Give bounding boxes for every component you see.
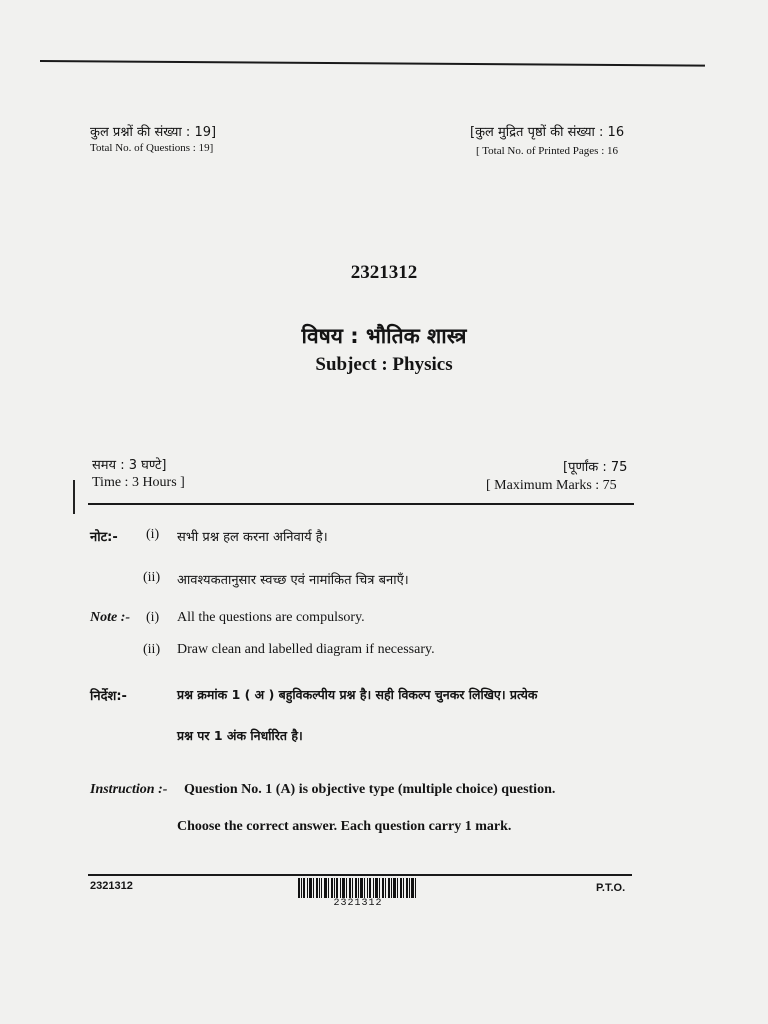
paper-code: 2321312 [350,262,418,283]
section-divider [88,503,634,505]
instruction-label-english: Instruction :- [90,782,168,797]
total-questions-english: Total No. of Questions : 19] [90,142,214,154]
time-english: Time : 3 Hours ] [92,475,185,490]
note-english-item-1-num: (i) [146,610,160,625]
instruction-hindi-line-2: प्रश्न पर 1 अंक निर्धारित है। [177,728,303,743]
note-hindi-item-1-text: सभी प्रश्न हल करना अनिवार्य है। [177,530,328,545]
note-english-item-2-num: (ii) [143,642,161,657]
note-hindi-item-2-num: (ii) [143,570,161,585]
total-questions-hindi: कुल प्रश्नों की संख्या : 19] [90,125,217,140]
marks-hindi: [पूर्णांक : 75 [563,460,628,475]
note-hindi-item-1-num: (i) [146,527,160,542]
pto-label: P.T.O. [596,882,626,894]
instruction-english-line-1: Question No. 1 (A) is objective type (multiple choice) question. [184,782,556,797]
printed-pages-english: [ Total No. of Printed Pages : 16 [476,145,619,157]
instruction-hindi-line-1: प्रश्न क्रमांक 1 ( अ ) बहुविकल्पीय प्रश्न है। सही विकल्प चुनकर लिखिए। प्रत्येक [177,687,538,702]
footer-code: 2321312 [90,880,133,892]
barcode [298,878,418,898]
subject-hindi: विषय : भौतिक शास्त्र [301,324,467,348]
barcode-number: 2321312 [333,898,383,909]
note-english-item-1-text: All the questions are compulsory. [177,610,365,625]
subject-english: Subject : Physics [315,354,453,375]
instruction-label-hindi: निर्देश:- [90,689,127,704]
instruction-english-line-2: Choose the correct answer. Each question carry 1 mark. [177,819,512,834]
top-rule [40,60,705,67]
footer-rule [88,874,632,876]
printed-pages-hindi: [कुल मुद्रित पृष्ठों की संख्या : 16 [470,125,625,140]
note-label-hindi: नोट:- [90,530,118,545]
time-hindi: समय : 3 घण्टे] [92,458,167,473]
margin-mark [73,480,75,514]
note-english-item-2-text: Draw clean and labelled diagram if necessary. [177,642,435,657]
note-label-english: Note :- [90,610,131,625]
note-hindi-item-2-text: आवश्यकतानुसार स्वच्छ एवं नामांकित चित्र बनाएँ। [177,573,409,588]
marks-english: [ Maximum Marks : 75 [486,478,617,493]
